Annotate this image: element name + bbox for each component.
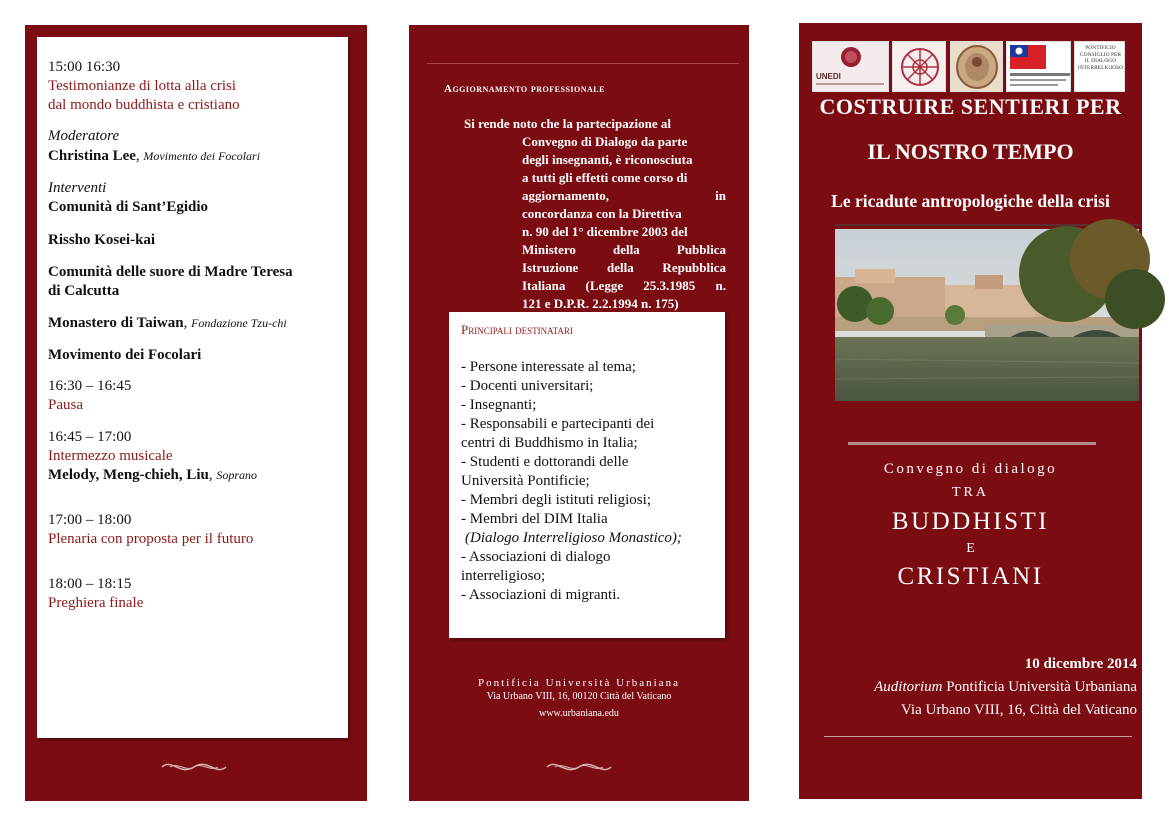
event-date: 10 dicembre 2014 xyxy=(1024,656,1137,672)
session-3-title: Intermezzo musicale xyxy=(48,448,173,464)
list-item: - Associazioni di dialogo xyxy=(461,549,611,565)
e-label: E xyxy=(966,541,975,556)
moderatore-org: Movimento dei Focolari xyxy=(143,149,261,163)
list-item: - Insegnanti; xyxy=(461,397,537,413)
dharma-wheel-icon xyxy=(898,45,942,89)
time-4: 17:00 – 18:00 xyxy=(48,512,132,528)
pcdi-logo xyxy=(1074,41,1125,92)
list-item: (Dialogo Interreligioso Monastico); xyxy=(465,530,682,546)
rome-photo-image xyxy=(835,229,1139,401)
list-item: - Persone interessate al tema; xyxy=(461,359,636,375)
speaker-item: Rissho Kosei-kai xyxy=(48,232,156,248)
moderatore-line: Christina Lee, Movimento dei Focolari xyxy=(48,148,261,164)
ornament-icon xyxy=(160,756,228,778)
text-line: concordanza con la Direttiva xyxy=(522,206,682,221)
emblem-logo xyxy=(950,41,1003,92)
list-item: - Studenti e dottorandi delle xyxy=(461,454,629,470)
list-item: Università Pontificie; xyxy=(461,473,590,489)
footer-address: Via Urbano VIII, 16, 00120 Città del Vaticano xyxy=(486,691,672,702)
session-1-title-line2: dal mondo buddhista e cristiano xyxy=(48,97,240,113)
performer-line: Melody, Meng-chieh, Liu, Soprano xyxy=(48,467,258,483)
taiwan-logo xyxy=(1006,41,1071,92)
separator xyxy=(848,442,1096,445)
list-item: - Associazioni di migranti. xyxy=(461,587,621,603)
info-panel xyxy=(409,25,749,801)
bottom-divider xyxy=(824,736,1132,737)
interventi-label: Interventi xyxy=(48,180,107,196)
divider xyxy=(427,63,739,64)
time-2: 16:30 – 16:45 xyxy=(48,378,132,394)
time-1: 15:00 16:30 xyxy=(48,59,121,75)
unedi-logo xyxy=(812,41,889,92)
taiwan-flag-icon xyxy=(1010,45,1046,69)
cover-panel xyxy=(799,23,1142,799)
time-3: 16:45 – 17:00 xyxy=(48,429,132,445)
rome-photo xyxy=(835,229,1139,401)
venue-italic: Auditorium xyxy=(874,679,943,695)
moderatore-name: Christina Lee xyxy=(48,148,136,164)
main-title-line2: IL NOSTRO TEMPO xyxy=(867,139,1074,164)
destinatari-box xyxy=(449,312,725,638)
time-5: 18:00 – 18:15 xyxy=(48,576,132,592)
destinatari-list xyxy=(461,358,721,605)
text-line: Convegno di Dialogo da parte xyxy=(522,134,688,149)
session-1-title-line1: Testimonianze di lotta alla crisi xyxy=(48,78,237,94)
speaker-taiwan-line: Monastero di Taiwan, Fondazione Tzu-chi xyxy=(48,315,287,331)
text-line: aggiornamento, in xyxy=(522,188,726,203)
text-line: Italiana (Legge 25.3.1985 n. xyxy=(522,278,726,293)
speaker-item: di Calcutta xyxy=(48,283,120,299)
text-line: Si rende noto che la partecipazione al xyxy=(464,116,672,131)
aggiornamento-heading: Aggiornamento professionale xyxy=(444,83,605,95)
list-item: interreligioso; xyxy=(461,568,546,584)
moderatore-label: Moderatore xyxy=(48,128,120,144)
text-line: Ministero della Pubblica xyxy=(522,242,726,257)
aggiornamento-text xyxy=(464,115,726,311)
cristiani-label: CRISTIANI xyxy=(897,563,1044,590)
schedule-panel xyxy=(25,25,367,801)
text-line: n. 90 del 1° dicembre 2003 del xyxy=(522,224,688,239)
session-2-title: Pausa xyxy=(48,397,83,413)
venue-line xyxy=(874,679,1137,696)
speaker-item: Comunità delle suore di Madre Teresa xyxy=(48,264,293,280)
taiwan-org: Fondazione Tzu-chi xyxy=(191,316,287,330)
performer-name: Melody, Meng-chieh, Liu xyxy=(48,467,209,483)
session-5-title: Preghiera finale xyxy=(48,595,144,611)
unedi-text: UNEDI xyxy=(816,72,841,81)
subtitle: Le ricadute antropologiche della crisi xyxy=(831,191,1110,211)
footer-website[interactable]: www.urbaniana.edu xyxy=(539,708,619,719)
buddhisti-label: BUDDHISTI xyxy=(891,508,1050,535)
emblem-icon xyxy=(955,44,1000,90)
speaker-item: Comunità di Sant’Egidio xyxy=(48,199,209,215)
speaker-item: Monastero di Taiwan xyxy=(48,315,184,331)
list-item: - Docenti universitari; xyxy=(461,378,594,394)
speaker-item: Movimento dei Focolari xyxy=(48,347,202,363)
tra-label: TRA xyxy=(952,485,989,500)
venue-name: Pontificia Università Urbaniana xyxy=(946,679,1137,695)
list-item: centri di Buddhismo in Italia; xyxy=(461,435,638,451)
destinatari-title: Principali destinatari xyxy=(461,322,573,337)
main-title-line1: COSTRUIRE SENTIERI PER xyxy=(819,94,1122,119)
list-item: - Responsabili e partecipanti dei xyxy=(461,416,655,432)
footer-university: Pontificia Università Urbaniana xyxy=(478,677,680,689)
seal-icon xyxy=(840,46,862,68)
text-line: degli insegnanti, è riconosciuta xyxy=(522,152,693,167)
ornament-icon xyxy=(545,756,613,778)
text-line: 121 e D.P.R. 2.2.1994 n. 175) xyxy=(522,296,679,311)
convegno-label: Convegno di dialogo xyxy=(883,461,1058,477)
pcdi-text: PONTIFICIO CONSIGLIO PER IL DIALOGO INTERRELIGIOSO xyxy=(1077,45,1124,71)
text-line: Istruzione della Repubblica xyxy=(522,260,726,275)
text-line: a tutti gli effetti come corso di xyxy=(522,170,688,185)
list-item: - Membri degli istituti religiosi; xyxy=(461,492,651,508)
session-4-title: Plenaria con proposta per il futuro xyxy=(48,531,254,547)
dharma-wheel-logo xyxy=(892,41,946,92)
performer-role: Soprano xyxy=(216,468,258,482)
list-item: - Membri del DIM Italia xyxy=(461,511,608,527)
venue-address: Via Urbano VIII, 16, Città del Vaticano xyxy=(901,702,1137,718)
